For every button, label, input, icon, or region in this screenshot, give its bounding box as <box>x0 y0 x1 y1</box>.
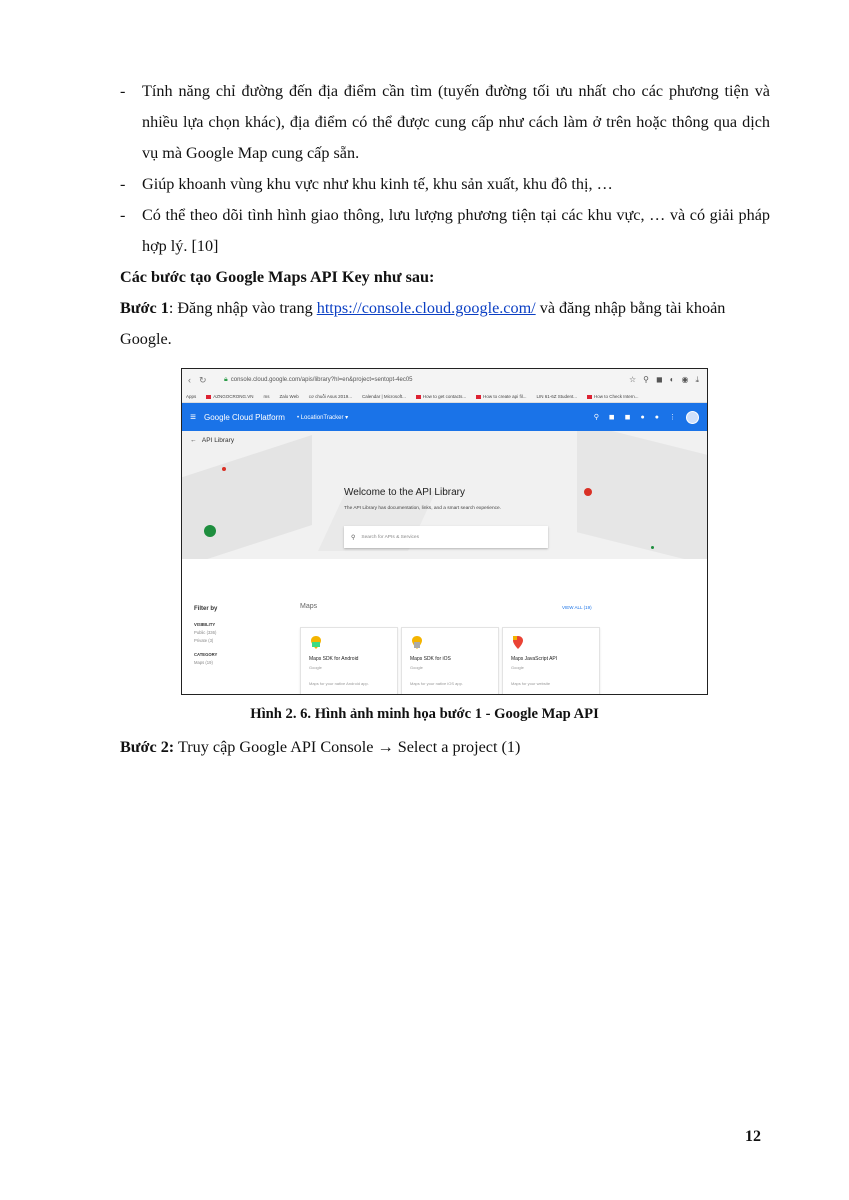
search-placeholder: Search for APIs & Services <box>361 534 419 540</box>
step-1-paragraph <box>120 293 770 355</box>
gcp-title: Google Cloud Platform <box>204 412 285 422</box>
api-card-vendor: Google <box>410 665 423 670</box>
zoom-icon: ⚲ <box>643 375 649 384</box>
step-2-paragraph <box>120 732 520 762</box>
figure-caption: Hình 2. 6. Hình ảnh minh họa bước 1 - Google Map API <box>250 706 599 722</box>
decor-dot <box>222 467 226 471</box>
notifications-icon: ● <box>640 413 645 421</box>
api-card-description: Maps for your native iOS app. <box>410 681 463 686</box>
javascript-maps-icon <box>513 636 523 649</box>
api-card <box>300 627 398 695</box>
step-2-label: Bước 2: <box>120 738 175 756</box>
bookmark: ms <box>263 394 270 399</box>
gcp-header <box>182 403 707 431</box>
console-link[interactable]: https://console.cloud.google.com/ <box>316 299 536 317</box>
api-search-box <box>344 526 548 548</box>
extension-icon: ◼ <box>655 375 663 384</box>
profile-icon: ◉ <box>681 375 689 384</box>
bookmark-icon <box>587 395 592 399</box>
back-navigation: ← API Library <box>190 437 235 444</box>
bookmarks-bar <box>182 391 707 403</box>
hamburger-icon: ≡ <box>190 411 196 423</box>
api-library-screenshot <box>181 368 708 695</box>
hero-decoration <box>182 435 312 559</box>
back-arrow-icon: ‹ <box>188 374 191 385</box>
bookmark: LIN 61-6Z Student... <box>536 394 577 399</box>
step-1-label: Bước 1 <box>120 299 169 317</box>
android-maps-icon <box>311 636 321 649</box>
download-icon: ⤓ <box>695 375 699 384</box>
search-icon: ⚲ <box>351 534 356 541</box>
filter-option: Public (336) <box>194 630 217 635</box>
step-1-text-after: và đăng nhập bằng tài khoản Google. <box>120 299 726 348</box>
browser-url: console.cloud.google.com/apis/library?hl=en&project=sentopt-4ec05 <box>230 377 413 383</box>
bookmark-icon <box>416 395 421 399</box>
bookmark: How to get contacts... <box>416 394 466 399</box>
filter-panel <box>194 605 217 667</box>
api-card-name: Maps JavaScript API <box>511 656 558 662</box>
page-number: 12 <box>745 1128 761 1145</box>
api-card-vendor: Google <box>511 665 524 670</box>
bullet-marker: - <box>120 82 126 100</box>
bookmark: Apps <box>186 394 197 399</box>
maps-section-label: Maps <box>300 603 318 610</box>
avatar <box>686 411 699 424</box>
api-card <box>502 627 600 695</box>
bullet-text: Tính năng chỉ đường đến địa điểm cần tìm (tuyến đường tối ưu nhất cho các phương tiện và nhiều lựa chọn khác), địa điểm có thể được cung cấp như cách làm ở trên hoặc thông qua dịch vụ mà Google Map cung cấp sẵn. <box>142 82 770 162</box>
decor-dot <box>204 525 216 537</box>
hero-decoration <box>577 431 707 559</box>
bookmark: How to Check Intern... <box>587 394 639 399</box>
bullet-marker: - <box>120 206 126 224</box>
decor-dot <box>651 546 654 549</box>
api-card-description: Maps for your native Android app. <box>309 681 369 686</box>
bullet-item <box>120 169 770 200</box>
filter-title: Filter by <box>194 606 218 612</box>
bullet-item <box>120 76 770 169</box>
sync-icon: ◐ <box>669 375 675 384</box>
view-all-link: VIEW ALL (19) <box>562 605 592 610</box>
reload-icon: ↻ <box>199 374 207 385</box>
bookmark-icon <box>476 395 481 399</box>
hero-subtitle: The API Library has documentation, links, and a smart search experience. <box>344 506 502 511</box>
filter-option: Maps (19) <box>194 660 213 665</box>
hero-title: Welcome to the API Library <box>344 487 465 498</box>
help-icon: ● <box>654 413 659 421</box>
star-icon: ☆ <box>628 375 637 384</box>
more-icon: ⋮ <box>669 414 676 421</box>
ios-maps-icon <box>412 636 422 649</box>
bullet-text: Giúp khoanh vùng khu vực như khu kinh tế, khu sản xuất, khu đô thị, … <box>142 175 613 193</box>
bookmark-icon <box>206 395 211 399</box>
bookmark: AZNGOCRONG.VN <box>206 394 253 399</box>
api-card-vendor: Google <box>309 665 322 670</box>
filter-option: Private (3) <box>194 638 214 643</box>
lock-icon: 🔒︎ <box>224 376 228 383</box>
bullet-marker: - <box>120 175 126 193</box>
api-card-name: Maps SDK for iOS <box>410 656 451 662</box>
bullet-list <box>120 76 770 355</box>
bullet-item <box>120 200 770 262</box>
bookmark: Zalo Web <box>279 394 299 399</box>
api-card-name: Maps SDK for Android <box>309 656 359 662</box>
shell-icon: ◼ <box>624 414 631 421</box>
section-heading: Các bước tạo Google Maps API Key như sau: <box>120 268 435 286</box>
bookmark: cơ chuỗi Asus 2019... <box>308 394 352 399</box>
gift-icon: ◼ <box>608 414 615 421</box>
search-icon: ⚲ <box>593 414 599 421</box>
step-2-text: Truy cập Google API Console → Select a project (1) <box>174 738 521 756</box>
api-card-description: Maps for your website <box>511 681 551 686</box>
step-1-text-before: : Đăng nhập vào trang <box>168 299 317 317</box>
bookmark: Calendar | Microsoft... <box>361 394 406 399</box>
filter-section: CATEGORY <box>194 652 218 657</box>
bullet-text: Có thể theo dõi tình hình giao thông, lưu lượng phương tiện tại các khu vực, … và có giải pháp hợp lý. [10] <box>142 206 770 255</box>
bookmark: How to create api fil... <box>476 394 526 399</box>
api-card <box>401 627 499 695</box>
filter-section: VISIBILITY <box>194 622 216 627</box>
decor-dot <box>584 488 592 496</box>
browser-address-bar <box>182 369 707 391</box>
project-selector: • LocationTracker ▾ <box>296 414 349 421</box>
